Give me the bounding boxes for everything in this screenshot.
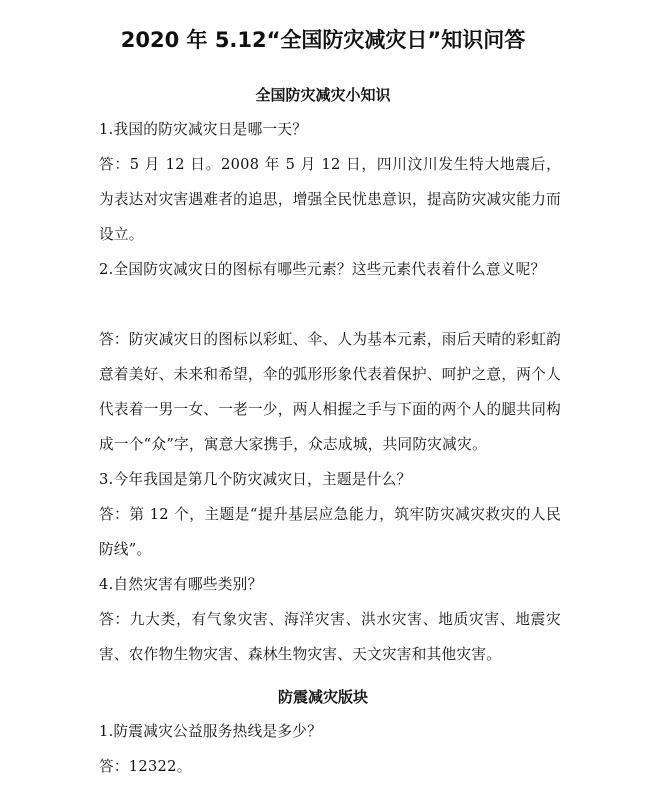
answer-3: 答：第 12 个，主题是“提升基层应急能力，筑牢防灾减灾救灾的人民防线”。 bbox=[99, 506, 561, 558]
section-title-earthquake: 防震减灾版块 bbox=[277, 688, 368, 706]
question-3: 3.今年我国是第几个防灾减灾日，主题是什么？ bbox=[99, 471, 412, 488]
answer-4: 答：九大类，有气象灾害、海洋灾害、洪水灾害、地质灾害、地震灾害、农作物生物灾害、森林生物灾害、天文灾害和其他灾害。 bbox=[99, 611, 561, 663]
question-1: 1.我国的防灾减灾日是哪一天？ bbox=[99, 121, 308, 138]
question-4: 4.自然灾害有哪些类别？ bbox=[99, 576, 263, 593]
question-2: 2.全国防灾减灾日的图标有哪些元素？这些元素代表着什么意义呢？ bbox=[99, 261, 546, 278]
document-title: 2020 年 5.12“全国防灾减灾日”知识问答 bbox=[120, 28, 526, 52]
answer-2: 答：防灾减灾日的图标以彩虹、伞、人为基本元素，雨后天晴的彩虹韵意着美好、未来和希望，伞的弧形形象代表着保护、呵护之意，两个人代表着一男一女、一老一少，两人相握之手与下面的两个人的腿共同构成一个“众”字，寓意大家携手，众志成城，共同防灾减灾。 bbox=[99, 331, 561, 453]
section-title-knowledge: 全国防灾减灾小知识 bbox=[255, 86, 391, 104]
answer-5: 答：12322。 bbox=[99, 758, 192, 775]
answer-1: 答：5 月 12 日。2008 年 5 月 12 日，四川汶川发生特大地震后，为表达对灾害遇难者的追思，增强全民忧患意识，提高防灾减灾能力而设立。 bbox=[99, 156, 561, 243]
question-5: 1.防震减灾公益服务热线是多少？ bbox=[99, 723, 323, 740]
